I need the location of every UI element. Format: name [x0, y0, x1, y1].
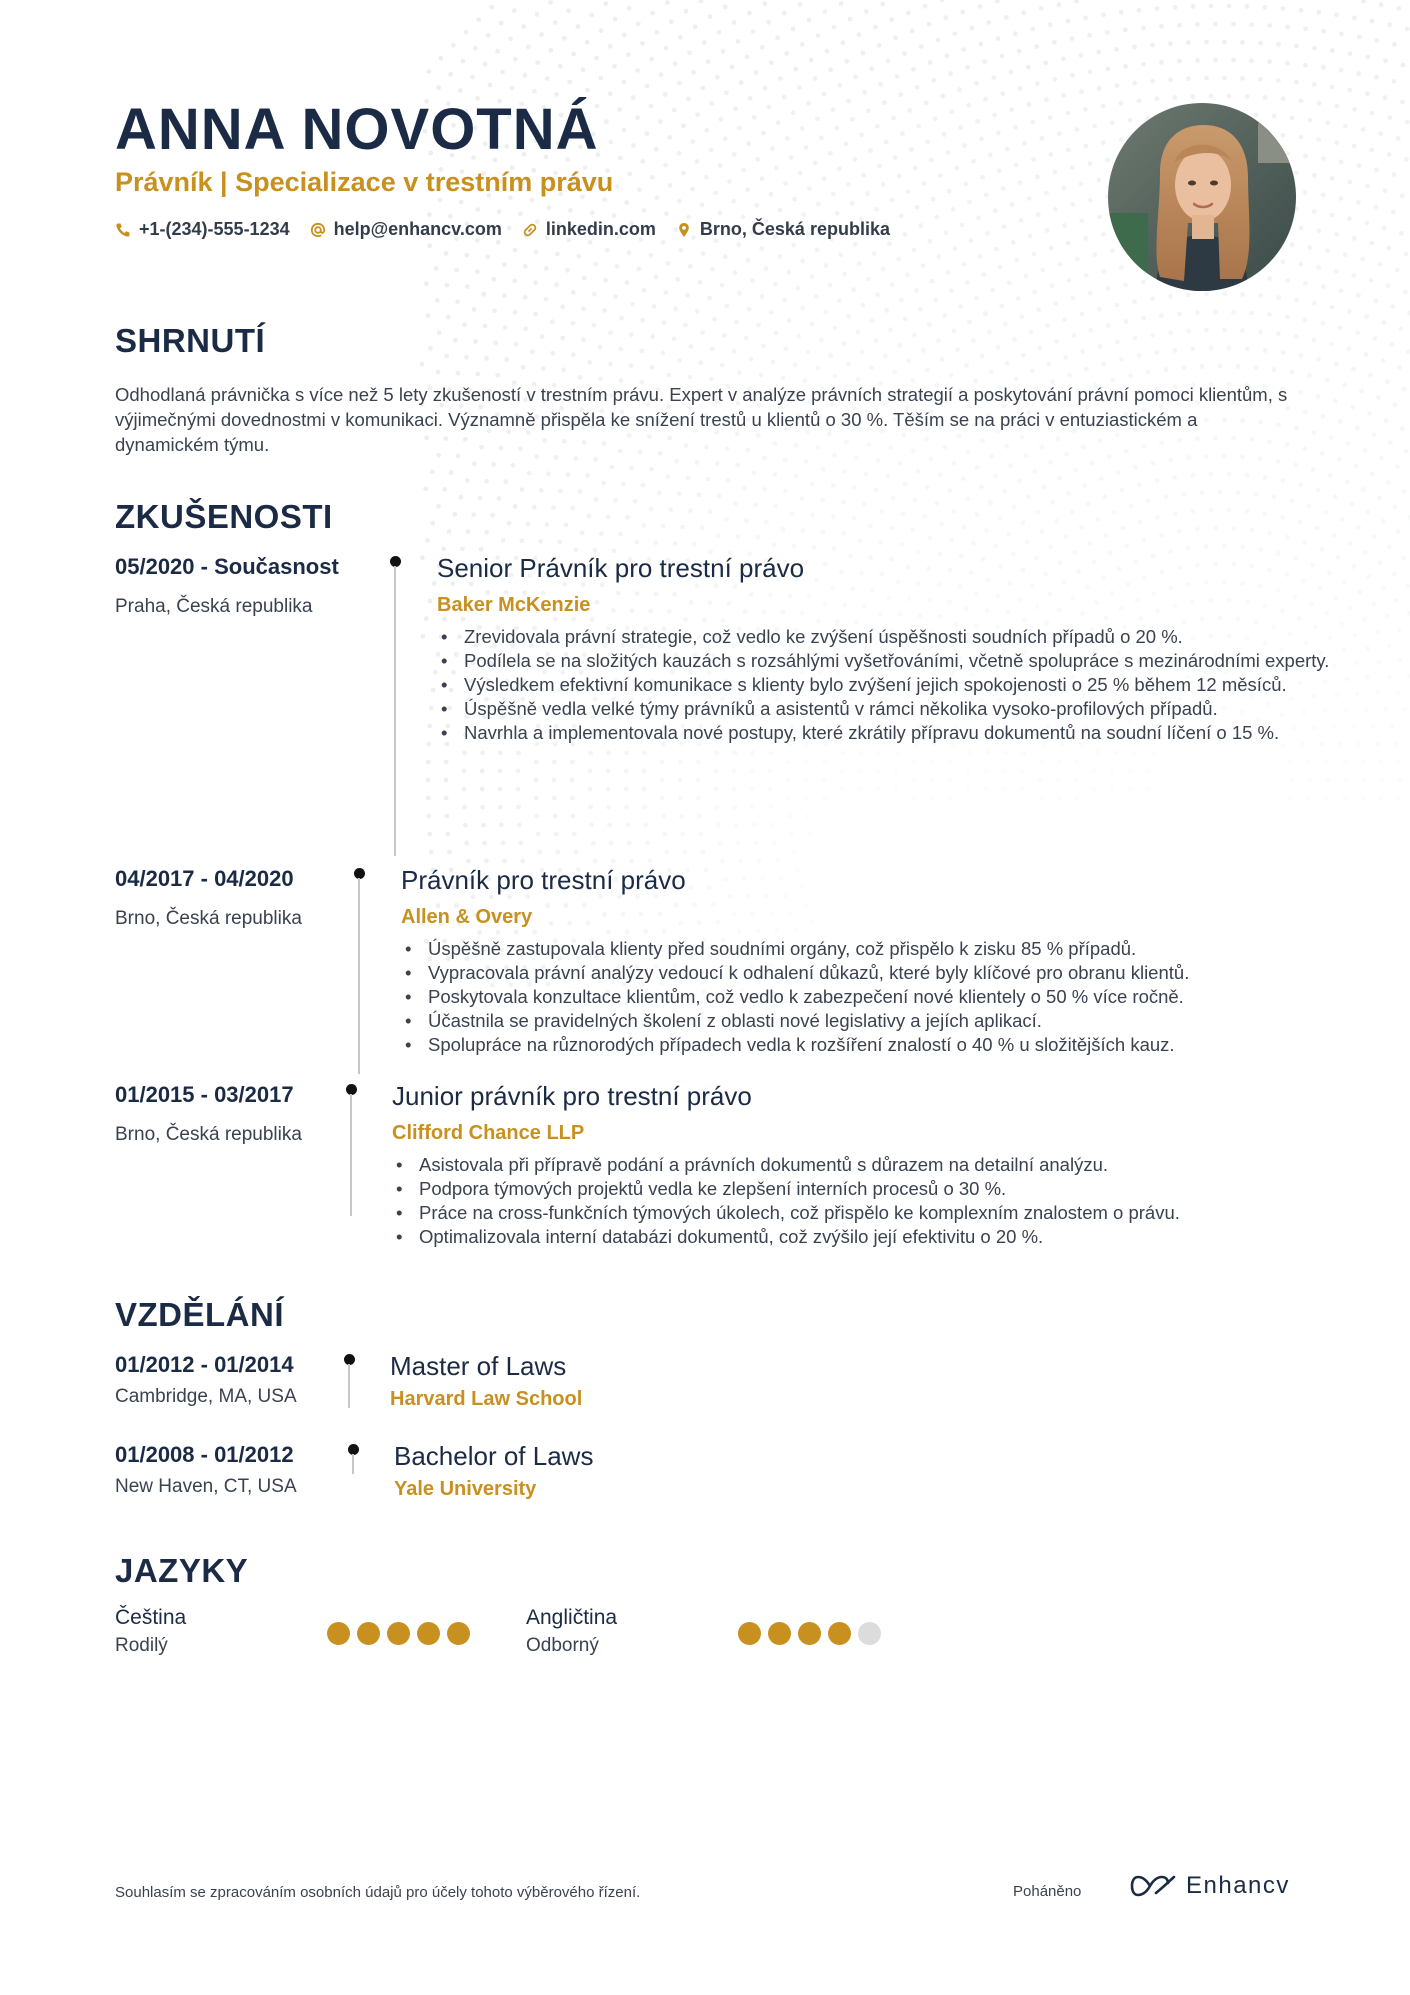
list-item: • Podílela se na složitých kauzách s rozsáhlými vyšetřováními, včetně spolupráce s mezinárodními experty.: [437, 649, 1337, 673]
rating-dot-empty: [858, 1622, 881, 1645]
contact-location: [676, 219, 890, 240]
experience-1-role: Senior Právník pro trestní právo: [437, 553, 805, 583]
rating-dot-filled: [798, 1622, 821, 1645]
experience-2-company: Allen & Overy: [401, 906, 533, 928]
powered-by-label: Poháněno: [1013, 1883, 1082, 1900]
education-2-date: 01/2008 - 01/2012: [115, 1442, 294, 1467]
location-pin-icon: [676, 222, 692, 238]
contact-bar: [115, 219, 890, 240]
rating-dot-filled: [387, 1622, 410, 1645]
timeline-line: [350, 1094, 352, 1216]
education-1-meta: [115, 1352, 365, 1408]
education-2: [394, 1441, 1294, 1501]
rating-dot-filled: [327, 1622, 350, 1645]
language-1-level: Rodilý: [115, 1635, 168, 1656]
phone-icon: [115, 222, 131, 238]
rating-dot-filled: [417, 1622, 440, 1645]
experience-3-date: 01/2015 - 03/2017: [115, 1082, 294, 1107]
experience-2-date: 04/2017 - 04/2020: [115, 866, 294, 891]
timeline-line: [394, 566, 396, 856]
education-1-degree: Master of Laws: [390, 1351, 567, 1381]
experience-2: [401, 865, 1301, 1057]
list-item: • Úspěšně zastupovala klienty před soudními orgány, což přispělo k zisku 85 % případů.: [401, 937, 1301, 961]
contact-email-text: help@enhancv.com: [333, 219, 502, 239]
list-item: • Vypracovala právní analýzy vedoucí k odhalení důkazů, které byly klíčové pro obranu klientů.: [401, 961, 1301, 985]
experience-3-role: Junior právník pro trestní právo: [392, 1081, 752, 1111]
education-2-school: Yale University: [394, 1478, 537, 1500]
education-2-meta: [115, 1442, 365, 1498]
list-item: • Zrevidovala právní strategie, což vedlo ke zvýšení úspěšnosti soudních případů o 20 %.: [437, 625, 1337, 649]
experience-3: [392, 1081, 1292, 1249]
experience-title: ZKUŠENOSTI: [115, 498, 333, 535]
list-item: • Účastnila se pravidelných školení z oblasti nové legislativy a jejích aplikací.: [401, 1009, 1301, 1033]
portrait-image: [1108, 103, 1296, 291]
list-item: • Spolupráce na různorodých případech vedla k rozšíření znalostí o 40 % u složitějších kauz.: [401, 1033, 1301, 1057]
experience-2-location: Brno, Česká republika: [115, 908, 302, 929]
contact-linkedin-text: linkedin.com: [545, 219, 656, 239]
timeline-line: [348, 1364, 350, 1408]
rating-dot-filled: [768, 1622, 791, 1645]
list-item: • Úspěšně vedla velké týmy právníků a asistentů v rámci několika vysoko-profilových případů.: [437, 697, 1337, 721]
list-item: • Navrhla a implementovala nové postupy, které zkrátily přípravu dokumentů na soudní líčení o 15 %.: [437, 721, 1337, 745]
list-item: • Podpora týmových projektů vedla ke zlepšení interních procesů o 30 %.: [392, 1177, 1292, 1201]
experience-2-role: Právník pro trestní právo: [401, 865, 686, 895]
languages-title: JAZYKY: [115, 1552, 249, 1589]
education-1-location: Cambridge, MA, USA: [115, 1386, 297, 1407]
language-2-level: Odborný: [526, 1635, 599, 1656]
experience-2-bullets: [401, 937, 1301, 1057]
consent-note: Souhlasím se zpracováním osobních údajů pro účely tohoto výběrového řízení.: [115, 1884, 641, 1901]
experience-3-meta: [115, 1082, 365, 1146]
education-1-school: Harvard Law School: [390, 1388, 583, 1410]
list-item: • Výsledkem efektivní komunikace s klienty bylo zvýšení jejich spokojenosti o 25 % během 12 měsíců.: [437, 673, 1337, 697]
education-2-location: New Haven, CT, USA: [115, 1476, 297, 1497]
at-icon: [310, 222, 326, 238]
list-item: • Asistovala při přípravě podání a právních dokumentů s důrazem na detailní analýzu.: [392, 1153, 1292, 1177]
language-1-rating: [327, 1622, 470, 1645]
experience-1-meta: [115, 554, 365, 618]
contact-linkedin[interactable]: [522, 219, 656, 240]
language-1: [115, 1606, 186, 1657]
list-item: • Optimalizovala interní databázi dokumentů, což zvýšilo její efektivitu o 20 %.: [392, 1225, 1292, 1249]
contact-email[interactable]: [310, 219, 502, 240]
experience-3-location: Brno, Česká republika: [115, 1124, 302, 1145]
rating-dot-filled: [447, 1622, 470, 1645]
link-icon: [522, 222, 538, 238]
candidate-headline: Právník | Specializace v trestním právu: [115, 167, 614, 197]
education-title: VZDĚLÁNÍ: [115, 1296, 284, 1333]
language-2-name: Angličtina: [526, 1606, 618, 1629]
summary-text: Odhodlaná právnička s více než 5 lety zkušeností v trestním právu. Expert v analýze právních strategií a poskytování právní pomoci klientům, s výjimečnými dovednostmi v komunikaci. Významně přispěla ke snížení trestů u klientů o 30 %. Těším se na práci v entuziastickém a dynamickém týmu.: [115, 384, 1288, 455]
experience-1-date: 05/2020 - Současnost: [115, 554, 339, 579]
experience-2-meta: [115, 866, 365, 930]
experience-1-bullets: [437, 625, 1337, 745]
rating-dot-filled: [828, 1622, 851, 1645]
timeline-line: [358, 878, 360, 1074]
education-1-date: 01/2012 - 01/2014: [115, 1352, 294, 1377]
enhancv-brand-text: Enhancv: [1186, 1872, 1290, 1899]
language-2: [526, 1606, 617, 1657]
language-1-name: Čeština: [115, 1606, 187, 1629]
experience-3-company: Clifford Chance LLP: [392, 1122, 585, 1144]
rating-dot-filled: [738, 1622, 761, 1645]
contact-phone-text: +1-(234)-555-1234: [139, 219, 290, 239]
contact-phone[interactable]: [115, 219, 290, 240]
list-item: • Poskytovala konzultace klientům, což vedlo k zabezpečení nové klientely o 50 % více ročně.: [401, 985, 1301, 1009]
education-1: [390, 1351, 1290, 1411]
experience-1-location: Praha, Česká republika: [115, 596, 313, 617]
experience-1: [437, 553, 1337, 745]
list-item: • Práce na cross-funkčních týmových úkolech, což přispělo ke komplexním znalostem o právu.: [392, 1201, 1292, 1225]
rating-dot-filled: [357, 1622, 380, 1645]
language-2-rating: [738, 1622, 881, 1645]
contact-location-text: Brno, Česká republika: [699, 219, 890, 239]
enhancv-logo[interactable]: [1130, 1872, 1290, 1900]
experience-3-bullets: [392, 1153, 1292, 1249]
education-2-degree: Bachelor of Laws: [394, 1441, 594, 1471]
summary-title: SHRNUTÍ: [115, 322, 266, 359]
timeline-line: [352, 1454, 354, 1474]
candidate-name: ANNA NOVOTNÁ: [115, 97, 599, 162]
experience-1-company: Baker McKenzie: [437, 594, 591, 616]
profile-photo: [1108, 103, 1296, 291]
enhancv-logo-icon: [1130, 1873, 1176, 1899]
